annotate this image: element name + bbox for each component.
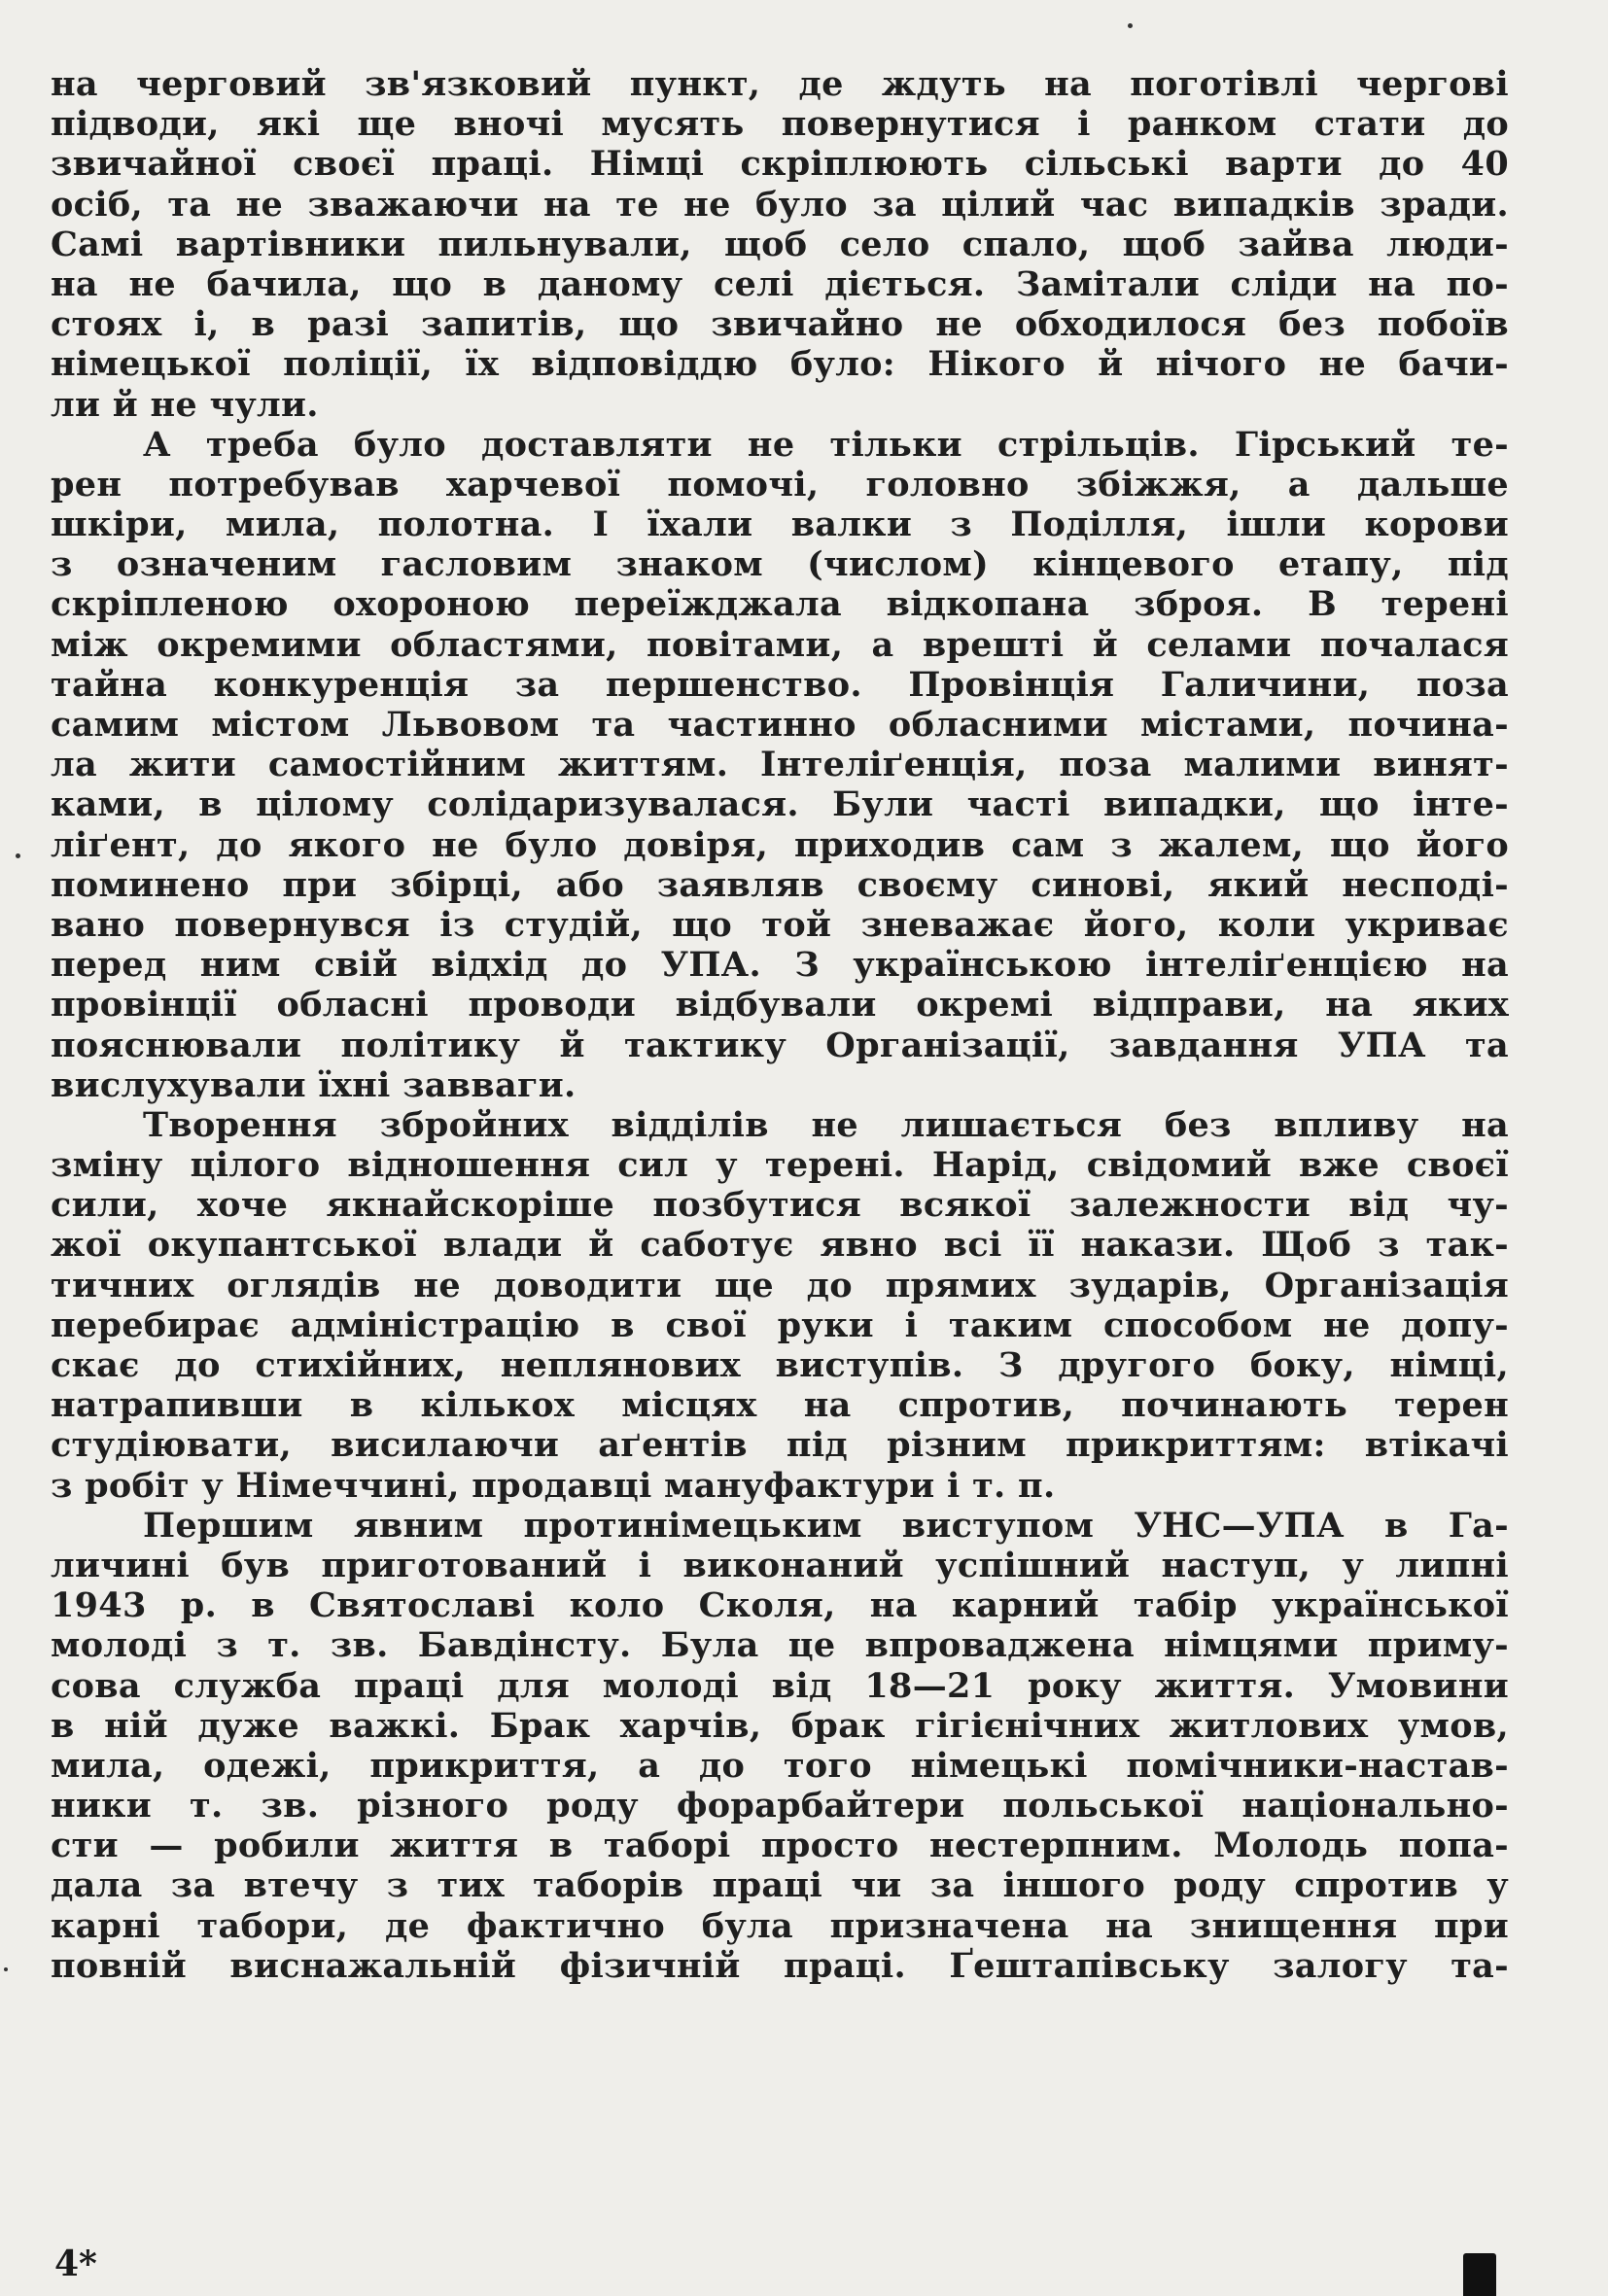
text-line: сти — робили життя в таборі просто нестерпним. Молодь попа- bbox=[51, 1826, 1509, 1866]
text-line: вано повернувся із студій, що той зневажає його, коли укриває bbox=[51, 904, 1509, 945]
text-line: тайна конкуренція за першенство. Провінція Галичини, поза bbox=[51, 664, 1509, 705]
text-line: на не бачила, що в даному селі діється. Замітали сліди на по- bbox=[51, 263, 1509, 304]
text-line: скріпленою охороною переїжджала відкопана зброя. В терені bbox=[51, 584, 1509, 625]
text-line: сова служба праці для молоді від 18—21 року життя. Умовини bbox=[51, 1665, 1509, 1706]
text-line: в ній дуже важкі. Брак харчів, брак гігієнічних житлових умов, bbox=[51, 1705, 1509, 1746]
text-line: підводи, які ще вночі мусять повернутися і ранком стати до bbox=[51, 104, 1509, 145]
text-line: між окремими областями, повітами, а врешті й селами почалася bbox=[51, 624, 1509, 665]
text-line: стоях і, в разі запитів, що звичайно не обходилося без побоїв bbox=[51, 304, 1509, 345]
text-line: ла жити самостійним життям. Інтеліґенція, поза малими винят- bbox=[51, 745, 1509, 785]
text-line: тичних оглядів не доводити ще до прямих зударів, Організація bbox=[51, 1265, 1509, 1305]
text-line: Першим явним протинімецьким виступом УНС—УПА в Га- bbox=[143, 1505, 1509, 1546]
page-number: 4* bbox=[54, 2244, 97, 2284]
text-line: повній виснажальній фізичній праці. Ґештапівську залогу та- bbox=[51, 1945, 1509, 1986]
text-line: шкіри, мила, полотна. І їхали валки з Поділля, ішли корови bbox=[51, 504, 1509, 545]
text-line: на черговий зв'язковий пункт, де ждуть на поготівлі чергові bbox=[51, 64, 1509, 104]
text-line: личині був приготований і виконаний успішний наступ, у липні bbox=[51, 1545, 1509, 1585]
text-line: з робіт у Німеччині, продавці мануфактури і т. п. bbox=[51, 1465, 1056, 1506]
text-line: самим містом Львовом та частинно обласними містами, почина- bbox=[51, 705, 1509, 745]
text-line: Творення збройних відділів не лишається без впливу на bbox=[143, 1104, 1509, 1145]
corner-mark bbox=[1463, 2253, 1496, 2296]
text-line: молоді з т. зв. Бавдінсту. Була це впроваджена німцями приму- bbox=[51, 1625, 1509, 1666]
text-line: карні табори, де фактично була призначена на знищення при bbox=[51, 1905, 1509, 1946]
text-line: з означеним гасловим знаком (числом) кінцевого етапу, під bbox=[51, 544, 1509, 585]
text-line: пояснювали політику й тактику Організації, завдання УПА та bbox=[51, 1025, 1509, 1065]
text-line: ками, в цілому солідаризувалася. Були часті випадки, що інте- bbox=[51, 784, 1509, 825]
text-line: сили, хоче якнайскоріше позбутися всякої залежности від чу- bbox=[51, 1185, 1509, 1226]
speck bbox=[1128, 23, 1133, 28]
text-line: перед ним свій відхід до УПА. З українською інтеліґенцією на bbox=[51, 945, 1509, 986]
text-line: ники т. зв. різного роду форарбайтери польської національно- bbox=[51, 1786, 1509, 1826]
text-line: осіб, та не зважаючи на те не було за цілий час випадків зради. bbox=[51, 184, 1509, 225]
text-line: перебирає адміністрацію в свої руки і таким способом не допу- bbox=[51, 1305, 1509, 1345]
body-text bbox=[51, 64, 1509, 1986]
speck bbox=[16, 853, 20, 858]
text-line: мила, одежі, прикриття, а до того німецькі помічники-настав- bbox=[51, 1745, 1509, 1786]
text-line: вислухували їхні завваги. bbox=[51, 1064, 577, 1105]
text-line: А треба було доставляти не тільки стрільців. Гірський те- bbox=[143, 424, 1509, 465]
text-line: німецької поліції, їх відповіддю було: Нікого й нічого не бачи- bbox=[51, 344, 1509, 385]
text-line: Самі вартівники пильнували, щоб село спало, щоб зайва люди- bbox=[51, 224, 1509, 264]
text-line: натрапивши в кількох місцях на спротив, починають терен bbox=[51, 1385, 1509, 1426]
text-line: звичайної своєї праці. Німці скріплюють сільські варти до 40 bbox=[51, 144, 1509, 185]
text-line: поминено при збірці, або заявляв своєму синові, який несподі- bbox=[51, 864, 1509, 905]
text-line: скає до стихійних, неплянових виступів. З другого боку, німці, bbox=[51, 1345, 1509, 1385]
text-line: ли й не чули. bbox=[51, 384, 319, 425]
text-line: студіювати, висилаючи аґентів під різним прикриттям: втікачі bbox=[51, 1425, 1509, 1466]
text-line: 1943 р. в Святославі коло Сколя, на карний табір української bbox=[51, 1585, 1509, 1626]
speck bbox=[4, 1967, 8, 1971]
text-line: дала за втечу з тих таборів праці чи за іншого роду спротив у bbox=[51, 1865, 1509, 1906]
text-line: жої окупантської влади й саботує явно всі її накази. Щоб з так- bbox=[51, 1225, 1509, 1266]
text-line: рен потребував харчевої помочі, головно збіжжя, а дальше bbox=[51, 464, 1509, 504]
text-line: зміну цілого відношення сил у терені. Нарід, свідомий вже своєї bbox=[51, 1145, 1509, 1186]
text-line: провінції обласні проводи відбували окремі відправи, на яких bbox=[51, 985, 1509, 1026]
text-line: ліґент, до якого не було довіря, приходив сам з жалем, що його bbox=[51, 824, 1509, 865]
